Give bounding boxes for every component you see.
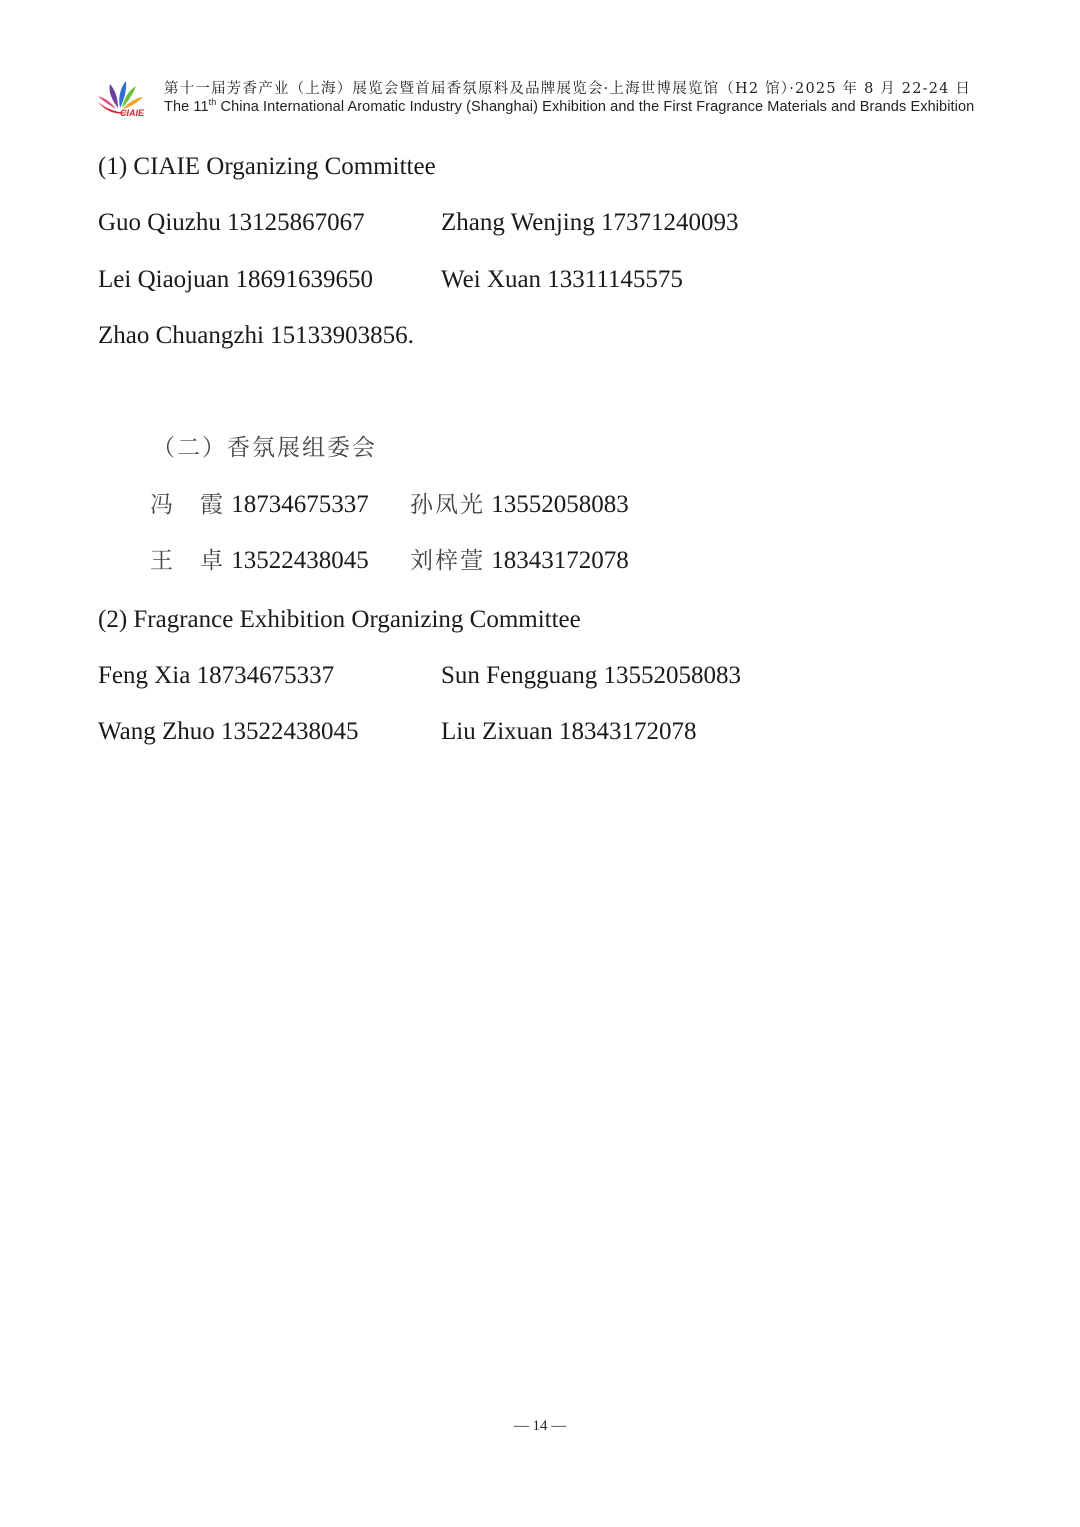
header-title-english-prefix: The 11 [164,99,209,115]
page-header [96,76,986,120]
contact-wang-zhuo: Wang Zhuo 13522438045 [98,718,359,745]
contact-cn-wang-zhuo [150,546,369,576]
contact-cn-phone: 18343172078 [491,547,629,574]
logo-text: CIAIE [120,108,145,118]
contact-feng-xia: Feng Xia 18734675337 [98,662,335,689]
contact-zhang-wenjing: Zhang Wenjing 17371240093 [441,209,739,236]
contact-cn-phone: 13522438045 [231,547,369,574]
header-title-english [164,99,974,115]
section-cn-heading: （二）香氛展组委会 [152,435,377,461]
contact-guo-qiuzhu: Guo Qiuzhu 13125867067 [98,209,365,236]
contact-zhao-chuangzhi: Zhao Chuangzhi 15133903856. [98,322,414,349]
contact-cn-feng-xia [150,490,369,520]
header-title-english-suffix: China International Aromatic Industry (Shanghai) Exhibition and the First Fragrance Materials and Brands Exhibition [216,99,975,115]
contact-liu-zixuan: Liu Zixuan 18343172078 [441,718,697,745]
header-title-english-sup: th [208,97,217,107]
contact-wei-xuan: Wei Xuan 13311145575 [441,266,683,293]
ciaie-logo [96,78,158,118]
contact-lei-qiaojuan: Lei Qiaojuan 18691639650 [98,266,373,293]
section1-heading: (1) CIAIE Organizing Committee [98,153,436,180]
contact-cn-name: 王 卓 [150,548,225,574]
contact-sun-fengguang: Sun Fengguang 13552058083 [441,662,741,689]
section2-heading: (2) Fragrance Exhibition Organizing Committee [98,606,581,633]
contact-cn-liu-zixuan [410,546,629,576]
contact-cn-name: 冯 霞 [150,492,225,518]
page-number: — 14 — [513,1418,567,1434]
contact-cn-sun-fengguang [410,490,629,520]
contact-cn-phone: 13552058083 [491,491,629,518]
header-title-chinese: 第十一届芳香产业（上海）展览会暨首届香氛原料及品牌展览会·上海世博展览馆（H2 馆）·2025 年 8 月 22-24 日 [164,81,972,97]
contact-cn-name: 孙凤光 [410,492,485,518]
contact-cn-phone: 18734675337 [231,491,369,518]
contact-cn-name: 刘梓萱 [410,548,485,574]
